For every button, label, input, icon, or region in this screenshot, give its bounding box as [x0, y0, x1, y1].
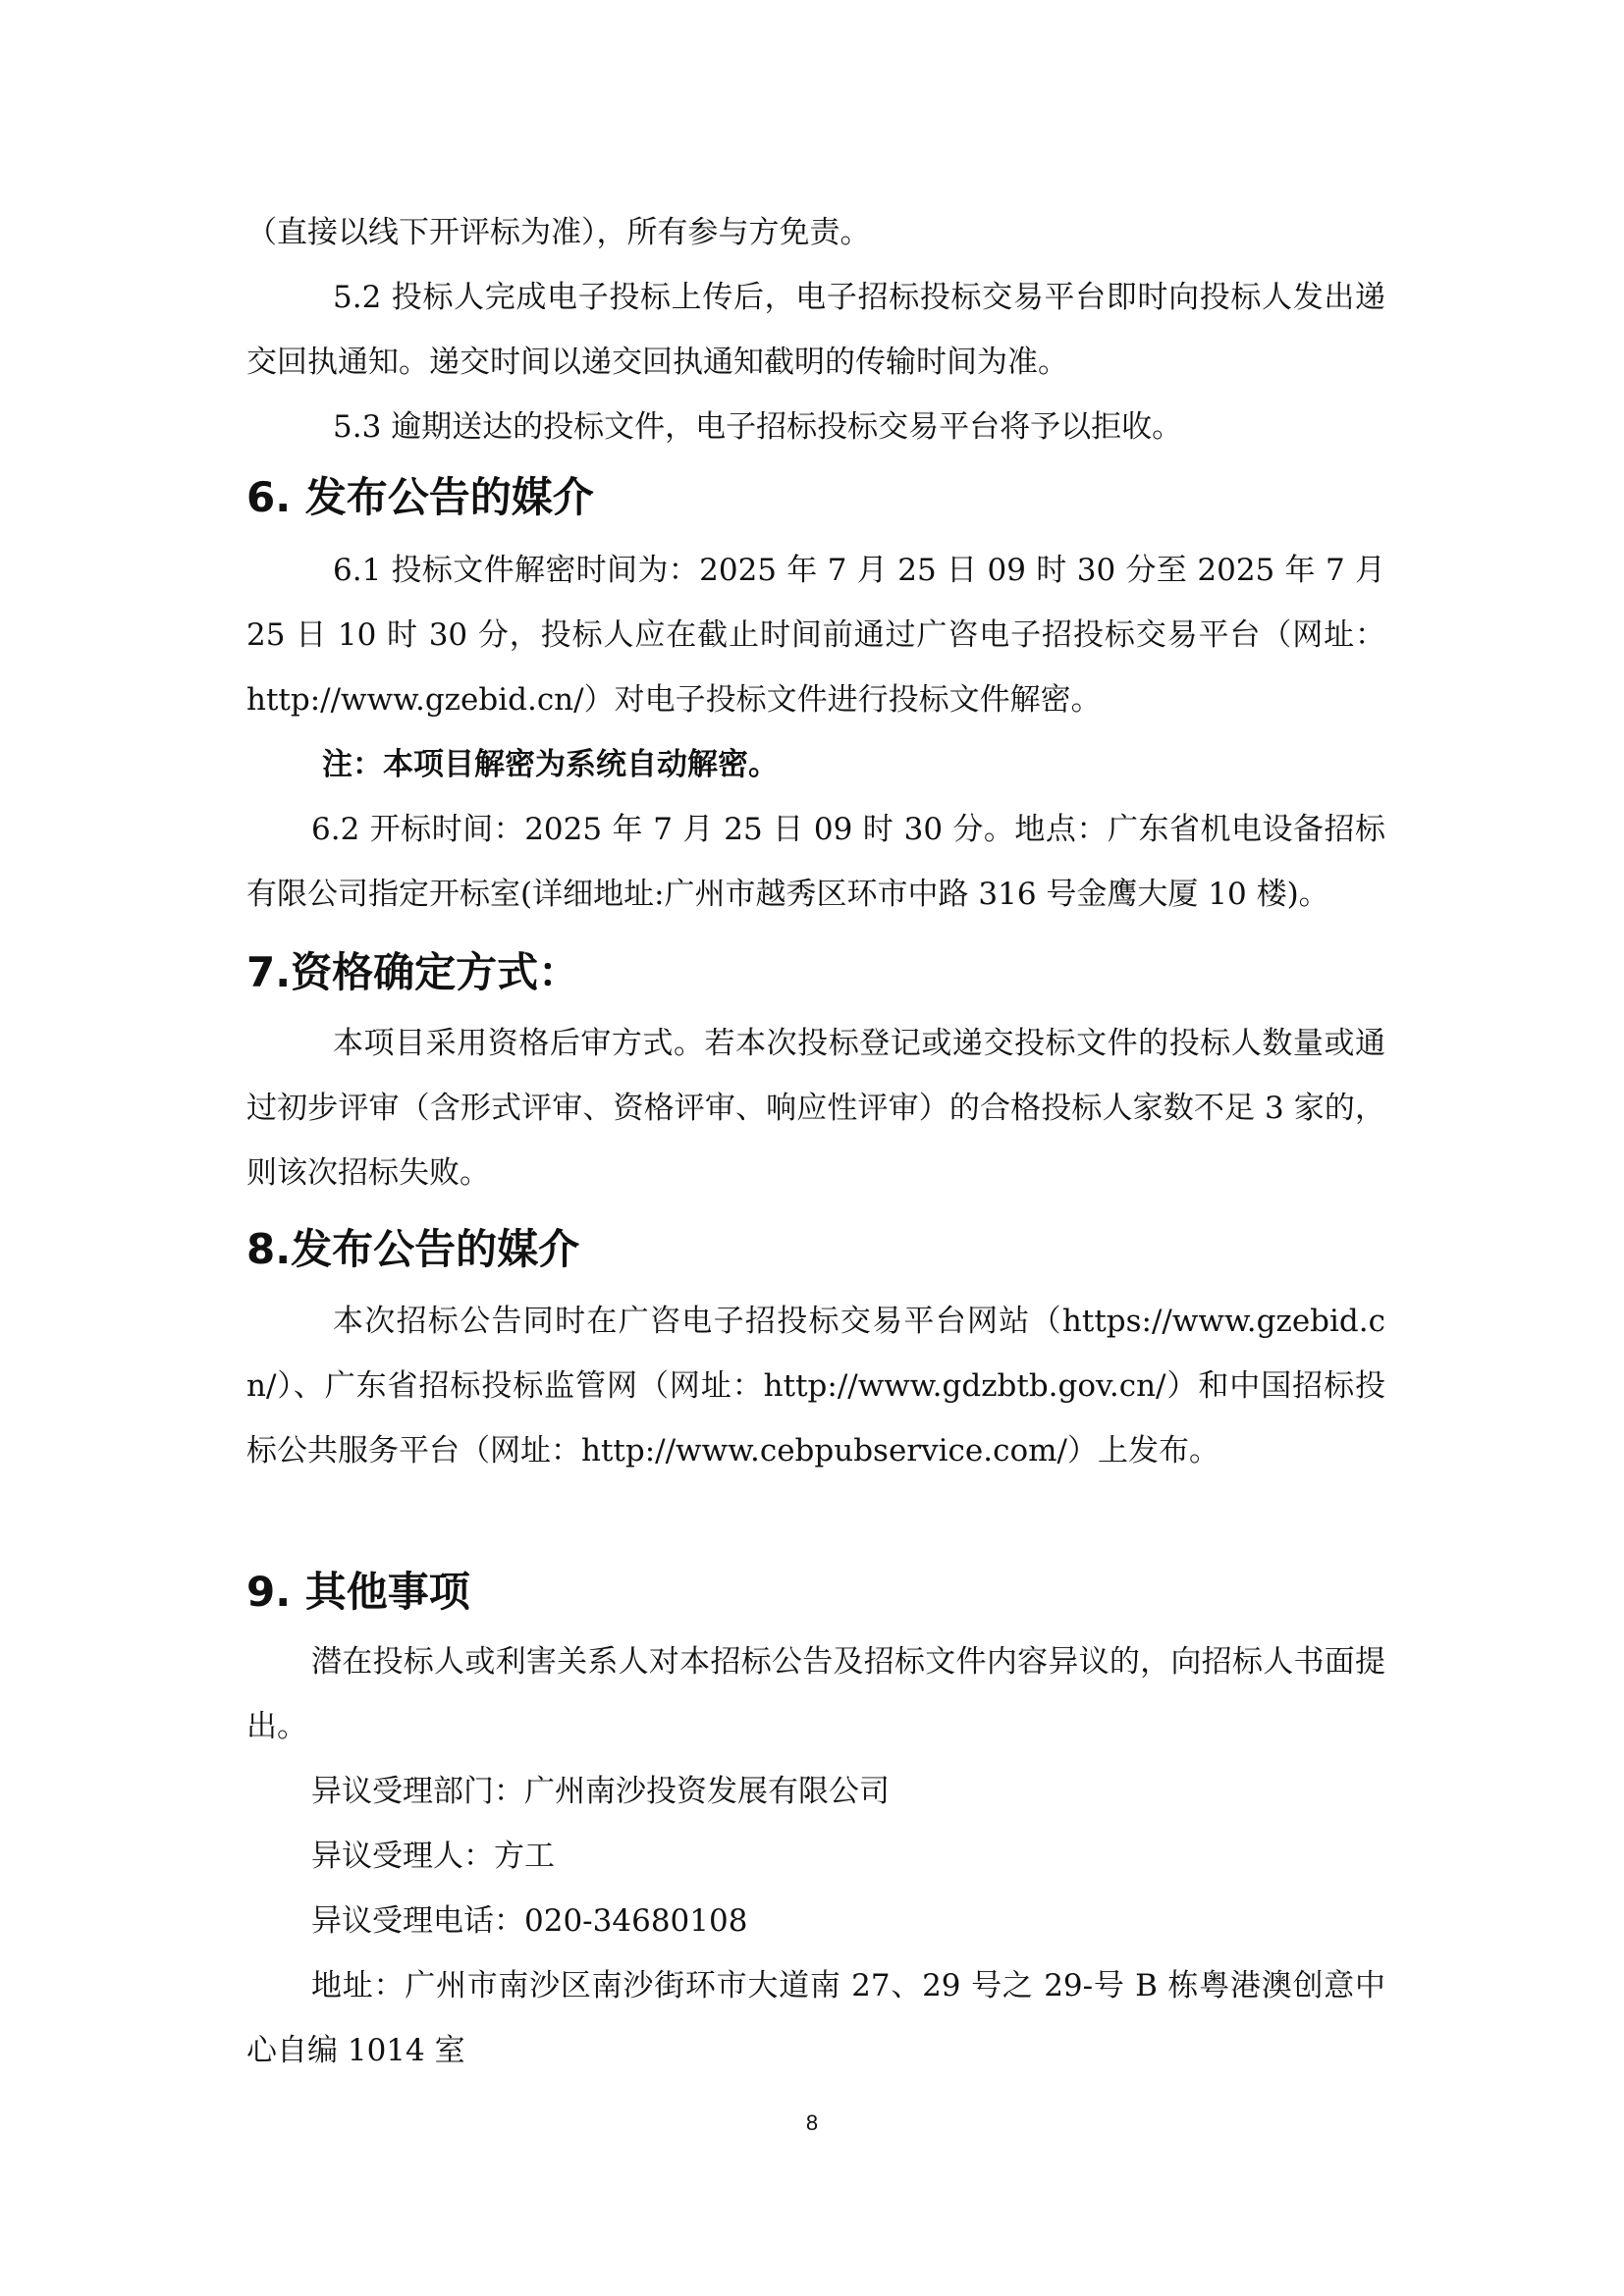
section-7-body: 本项目采用资格后审方式。若本次投标登记或递交投标文件的投标人数量或通过初步评审（含形式评审、资格评审、响应性评审）的合格投标人家数不足 3 家的，则该次招标失败。: [246, 1026, 1385, 1191]
continuation-line: （直接以线下开评标为准），所有参与方免责。: [246, 215, 871, 250]
objection-intro: 潜在投标人或利害关系人对本招标公告及招标文件内容异议的，向招标人书面提出。: [246, 1644, 1385, 1744]
paragraph-5-3: 5.3 逾期送达的投标文件，电子招标投标交易平台将予以拒收。: [333, 409, 1183, 445]
paragraph-6-2: 6.2 开标时间：2025 年 7 月 25 日 09 时 30 分。地点：广东省机电设备招标有限公司指定开标室(详细地址:广州市越秀区环市中路 316 号金鹰大厦 10 楼)。: [246, 812, 1385, 912]
section-6-heading: 6. 发布公告的媒介: [246, 473, 594, 521]
page-number: 8: [805, 2110, 819, 2135]
decryption-note: 注：本项目解密为系统自动解密。: [322, 747, 779, 782]
section-8-body: 本次招标公告同时在广咨电子招投标交易平台网站（https://www.gzebid.cn/）、广东省招标投标监管网（网址：http://www.gdzbtb.gov.cn/）和中国招标投标公共服务平台（网址：http://www.cebpubservice.com/）上发布。: [246, 1304, 1385, 1468]
section-8-heading: 8.发布公告的媒介: [246, 1225, 580, 1273]
paragraph-5-2: 5.2 投标人完成电子投标上传后，电子招标投标交易平台即时向投标人发出递交回执通知。递交时间以递交回执通知截明的传输时间为准。: [246, 280, 1385, 380]
objection-phone: 异议受理电话：020-34680108: [311, 1903, 748, 1939]
section-7-heading: 7.资格确定方式：: [246, 948, 580, 996]
paragraph-6-1: 6.1 投标文件解密时间为：2025 年 7 月 25 日 09 时 30 分至 2025 年 7 月 25 日 10 时 30 分，投标人应在截止时间前通过广咨电子招投标交易平台（网址：http://www.gzebid.cn/）对电子投标文件进行投标文件解密。: [246, 553, 1385, 718]
objection-address: 地址：广州市南沙区南沙街环市大道南 27、29 号之 29-号 B 栋粤港澳创意中心自编 1014 室: [246, 1968, 1385, 2068]
objection-contact-person: 异议受理人：方工: [311, 1839, 555, 1874]
objection-department: 异议受理部门：广州南沙投资发展有限公司: [311, 1774, 890, 1809]
section-9-heading: 9. 其他事项: [246, 1568, 470, 1616]
